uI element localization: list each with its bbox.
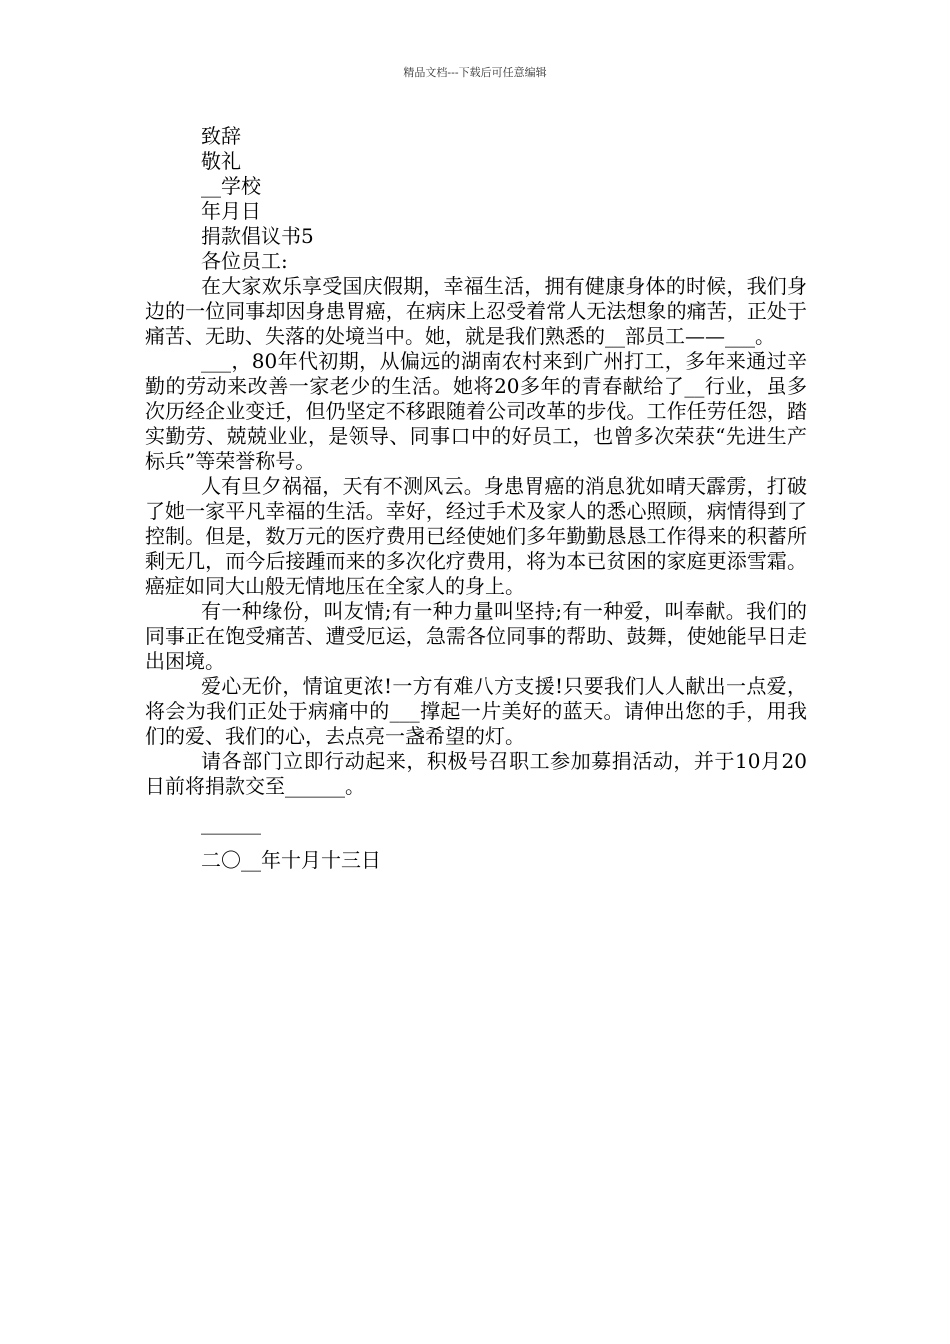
document-date: 二〇__年十月十三日 [201,848,381,872]
greeting-line: 各位员工: [201,249,288,273]
salutation-line: 敬礼 [201,149,241,173]
signature-line: ______ [201,811,261,835]
paragraph-6: 请各部门立即行动起来，积极号召职工参加募捐活动，并于10月20日前将捐款交至______。 [145,749,807,798]
page-header: 精品文档---下载后可任意编辑 [403,66,547,79]
school-line: __学校 [201,174,261,198]
paragraph-1: 在大家欢乐享受国庆假期，幸福生活，拥有健康身体的时候，我们身边的一位同事却因身患胃癌，在病床上忍受着常人无法想象的痛苦，正处于痛苦、无助、失落的处境当中。她，就是我们熟悉的__部员工——___。 [145,274,807,348]
closing-line: 致辞 [201,124,241,148]
paragraph-2: ___，80年代初期，从偏远的湖南农村来到广州打工，多年来通过辛勤的劳动来改善一家老少的生活。她将20多年的青春献给了__行业，虽多次历经企业变迁，但仍坚定不移跟随着公司改革的步伐。工作任劳任怨，踏实勤劳、兢兢业业，是领导、同事口中的好员工，也曾多次荣获“先进生产标兵”等荣誉称号。 [145,349,807,473]
date-placeholder-line: 年月日 [201,199,261,223]
paragraph-5: 爱心无价，情谊更浓!一方有难八方支援!只要我们人人献出一点爱，将会为我们正处于病痛中的___撑起一片美好的蓝天。请伸出您的手，用我们的爱、我们的心，去点亮一盏希望的灯。 [145,674,807,748]
paragraph-3: 人有旦夕祸福，天有不测风云。身患胃癌的消息犹如晴天霹雳，打破了她一家平凡幸福的生活。幸好，经过手术及家人的悉心照顾，病情得到了控制。但是，数万元的医疗费用已经使她们多年勤勤恳恳工作得来的积蓄所剩无几，而今后接踵而来的多次化疗费用，将为本已贫困的家庭更添雪霜。癌症如同大山般无情地压在全家人的身上。 [145,474,807,598]
document-title: 捐款倡议书5 [201,224,314,248]
paragraph-4: 有一种缘份，叫友情;有一种力量叫坚持;有一种爱，叫奉献。我们的同事正在饱受痛苦、遭受厄运，急需各位同事的帮助、鼓舞，使她能早日走出困境。 [145,599,807,673]
document-body [145,124,807,873]
